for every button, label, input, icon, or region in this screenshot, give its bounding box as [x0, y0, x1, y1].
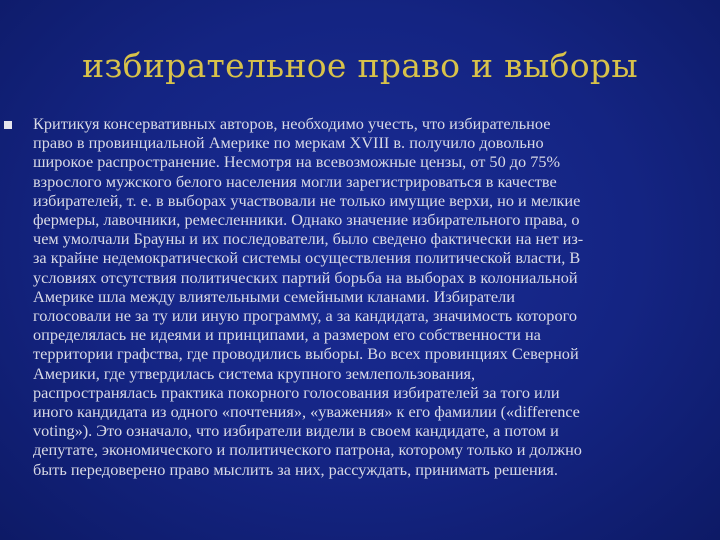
bullet-text [33, 114, 700, 479]
text-line: Америке шла между влиятельными семейными кланами. Избиратели [33, 286, 515, 306]
text-line: голосовали не за ту или иную программу, а за кандидата, значимость которого [33, 306, 577, 326]
text-line: территории графства, где проводились выборы. Во всех провинциях Северной [33, 344, 579, 364]
text-line: широкое распространение. Несмотря на всевозможные цензы, от 50 до 75% [33, 152, 561, 172]
text-line: определялась не идеями и принципами, а размером его собственности на [33, 325, 541, 345]
text-line: быть передоверено право мыслить за них, рассуждать, принимать решения. [33, 459, 558, 479]
text-line: распространялась практика покорного голосования избирателей за того или [33, 382, 560, 402]
text-line: депутате, экономического и политического патрона, которому только и должно [33, 440, 582, 460]
text-line: фермеры, лавочники, ремесленники. Однако значение избирательного права, о [33, 210, 580, 230]
text-line: Америки, где утвердилась система крупного землепользования, [33, 363, 476, 383]
text-line: условиях отсутствия политических партий борьба на выборах в колониальной [33, 267, 578, 287]
slide-title: избирательное право и выборы [82, 46, 638, 85]
text-line: иного кандидата из одного «почтения», «уважения» к его фамилии («difference [33, 402, 580, 422]
text-line: право в провинциальной Америке по меркам XVIII в. получило довольно [33, 133, 544, 153]
square-bullet-icon [4, 121, 12, 129]
text-line: избирателей, т. е. в выборах участвовали не только имущие верхи, но и мелкие [33, 190, 581, 210]
text-line: за крайне недемократической системы осуществления политической власти, В [33, 248, 581, 268]
text-line: взрослого мужского белого населения могли зарегистрироваться в качестве [33, 171, 557, 191]
text-line: Критикуя консервативных авторов, необходимо учесть, что избирательное [33, 114, 551, 133]
text-line: voting»). Это означало, что избиратели видели в своем кандидате, а потом и [33, 421, 559, 441]
text-line: чем умолчали Брауны и их последователи, было сведено фактически на нет из- [33, 229, 584, 249]
